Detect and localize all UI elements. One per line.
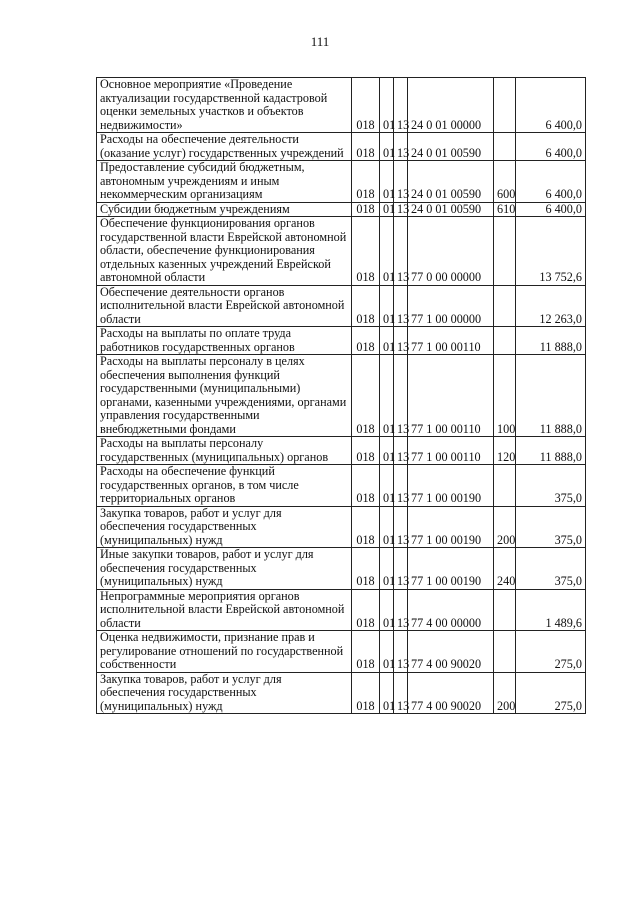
subsection-code: 13 bbox=[394, 437, 408, 465]
subsection-code: 13 bbox=[394, 133, 408, 161]
ministry-code: 018 bbox=[352, 465, 380, 507]
target-article-code: 77 1 00 00110 bbox=[408, 437, 494, 465]
expense-type-code bbox=[494, 589, 516, 631]
row-name: Расходы на выплаты по оплате труда работников государственных органов bbox=[97, 327, 352, 355]
table-row bbox=[97, 465, 586, 507]
page-number: 111 bbox=[310, 34, 330, 49]
section-code: 01 bbox=[380, 78, 394, 133]
amount-value: 6 400,0 bbox=[516, 161, 586, 203]
target-article-code: 24 0 01 00590 bbox=[408, 161, 494, 203]
table-row bbox=[97, 631, 586, 673]
section-code: 01 bbox=[380, 133, 394, 161]
row-name: Расходы на выплаты персоналу государственных (муниципальных) органов bbox=[97, 437, 352, 465]
section-code: 01 bbox=[380, 202, 394, 217]
target-article-code: 24 0 01 00000 bbox=[408, 78, 494, 133]
section-code: 01 bbox=[380, 548, 394, 590]
subsection-code: 13 bbox=[394, 548, 408, 590]
subsection-code: 13 bbox=[394, 631, 408, 673]
row-name: Закупка товаров, работ и услуг для обеспечения государственных (муниципальных) нужд bbox=[97, 506, 352, 548]
subsection-code: 13 bbox=[394, 327, 408, 355]
ministry-code: 018 bbox=[352, 217, 380, 286]
ministry-code: 018 bbox=[352, 133, 380, 161]
expense-type-code: 100 bbox=[494, 355, 516, 437]
expense-type-code: 610 bbox=[494, 202, 516, 217]
amount-value: 275,0 bbox=[516, 631, 586, 673]
ministry-code: 018 bbox=[352, 672, 380, 714]
ministry-code: 018 bbox=[352, 589, 380, 631]
amount-value: 11 888,0 bbox=[516, 437, 586, 465]
row-name: Оценка недвижимости, признание прав и регулирование отношений по государственной собственности bbox=[97, 631, 352, 673]
expense-type-code bbox=[494, 327, 516, 355]
amount-value: 13 752,6 bbox=[516, 217, 586, 286]
row-name: Основное мероприятие «Проведение актуализации государственной кадастровой оценки земельных участков и объектов недвижимости» bbox=[97, 78, 352, 133]
table-row bbox=[97, 355, 586, 437]
ministry-code: 018 bbox=[352, 327, 380, 355]
section-code: 01 bbox=[380, 465, 394, 507]
target-article-code: 77 0 00 00000 bbox=[408, 217, 494, 286]
subsection-code: 13 bbox=[394, 78, 408, 133]
subsection-code: 13 bbox=[394, 217, 408, 286]
amount-value: 375,0 bbox=[516, 506, 586, 548]
section-code: 01 bbox=[380, 506, 394, 548]
row-name: Субсидии бюджетным учреждениям bbox=[97, 202, 352, 217]
table-row bbox=[97, 589, 586, 631]
row-name: Предоставление субсидий бюджетным, автономным учреждениям и иным некоммерческим организациям bbox=[97, 161, 352, 203]
expense-type-code: 200 bbox=[494, 672, 516, 714]
section-code: 01 bbox=[380, 161, 394, 203]
row-name: Непрограммные мероприятия органов исполнительной власти Еврейской автономной области bbox=[97, 589, 352, 631]
row-name: Расходы на обеспечение функций государственных органов, в том числе территориальных органов bbox=[97, 465, 352, 507]
section-code: 01 bbox=[380, 285, 394, 327]
expense-type-code bbox=[494, 217, 516, 286]
target-article-code: 24 0 01 00590 bbox=[408, 202, 494, 217]
amount-value: 375,0 bbox=[516, 465, 586, 507]
subsection-code: 13 bbox=[394, 672, 408, 714]
subsection-code: 13 bbox=[394, 161, 408, 203]
section-code: 01 bbox=[380, 327, 394, 355]
ministry-code: 018 bbox=[352, 437, 380, 465]
target-article-code: 77 4 00 00000 bbox=[408, 589, 494, 631]
amount-value: 11 888,0 bbox=[516, 327, 586, 355]
table-row bbox=[97, 672, 586, 714]
subsection-code: 13 bbox=[394, 355, 408, 437]
expense-type-code bbox=[494, 465, 516, 507]
target-article-code: 77 1 00 00000 bbox=[408, 285, 494, 327]
subsection-code: 13 bbox=[394, 202, 408, 217]
expense-type-code bbox=[494, 631, 516, 673]
row-name: Иные закупки товаров, работ и услуг для обеспечения государственных (муниципальных) нужд bbox=[97, 548, 352, 590]
section-code: 01 bbox=[380, 437, 394, 465]
target-article-code: 77 1 00 00190 bbox=[408, 465, 494, 507]
expense-type-code bbox=[494, 285, 516, 327]
section-code: 01 bbox=[380, 217, 394, 286]
ministry-code: 018 bbox=[352, 285, 380, 327]
target-article-code: 77 4 00 90020 bbox=[408, 672, 494, 714]
ministry-code: 018 bbox=[352, 161, 380, 203]
row-name: Обеспечение деятельности органов исполнительной власти Еврейской автономной области bbox=[97, 285, 352, 327]
table-row bbox=[97, 78, 586, 133]
target-article-code: 77 4 00 90020 bbox=[408, 631, 494, 673]
subsection-code: 13 bbox=[394, 589, 408, 631]
table-row bbox=[97, 327, 586, 355]
ministry-code: 018 bbox=[352, 506, 380, 548]
amount-value: 6 400,0 bbox=[516, 202, 586, 217]
ministry-code: 018 bbox=[352, 631, 380, 673]
target-article-code: 77 1 00 00110 bbox=[408, 327, 494, 355]
table-row bbox=[97, 217, 586, 286]
table-row bbox=[97, 133, 586, 161]
amount-value: 375,0 bbox=[516, 548, 586, 590]
expense-type-code: 200 bbox=[494, 506, 516, 548]
section-code: 01 bbox=[380, 672, 394, 714]
row-name: Обеспечение функционирования органов государственной власти Еврейской автономной области, обеспечение функционирования отдельных казенных учреждений Еврейской автономной области bbox=[97, 217, 352, 286]
table-row bbox=[97, 202, 586, 217]
subsection-code: 13 bbox=[394, 506, 408, 548]
ministry-code: 018 bbox=[352, 78, 380, 133]
amount-value: 12 263,0 bbox=[516, 285, 586, 327]
expense-type-code: 120 bbox=[494, 437, 516, 465]
expense-type-code bbox=[494, 78, 516, 133]
table-row bbox=[97, 285, 586, 327]
subsection-code: 13 bbox=[394, 465, 408, 507]
section-code: 01 bbox=[380, 631, 394, 673]
section-code: 01 bbox=[380, 355, 394, 437]
table-row bbox=[97, 548, 586, 590]
ministry-code: 018 bbox=[352, 548, 380, 590]
target-article-code: 24 0 01 00590 bbox=[408, 133, 494, 161]
ministry-code: 018 bbox=[352, 355, 380, 437]
expense-type-code: 240 bbox=[494, 548, 516, 590]
section-code: 01 bbox=[380, 589, 394, 631]
expense-type-code bbox=[494, 133, 516, 161]
amount-value: 6 400,0 bbox=[516, 78, 586, 133]
budget-table bbox=[96, 77, 586, 714]
table-row bbox=[97, 506, 586, 548]
expense-type-code: 600 bbox=[494, 161, 516, 203]
table-row bbox=[97, 437, 586, 465]
subsection-code: 13 bbox=[394, 285, 408, 327]
row-name: Закупка товаров, работ и услуг для обеспечения государственных (муниципальных) нужд bbox=[97, 672, 352, 714]
target-article-code: 77 1 00 00190 bbox=[408, 548, 494, 590]
table-row bbox=[97, 161, 586, 203]
amount-value: 1 489,6 bbox=[516, 589, 586, 631]
amount-value: 6 400,0 bbox=[516, 133, 586, 161]
target-article-code: 77 1 00 00110 bbox=[408, 355, 494, 437]
row-name: Расходы на обеспечение деятельности (оказание услуг) государственных учреждений bbox=[97, 133, 352, 161]
amount-value: 275,0 bbox=[516, 672, 586, 714]
ministry-code: 018 bbox=[352, 202, 380, 217]
row-name: Расходы на выплаты персоналу в целях обеспечения выполнения функций государственными (муниципальными) органами, казенными учреждениями, органами управления государственными внебюджетными фондами bbox=[97, 355, 352, 437]
target-article-code: 77 1 00 00190 bbox=[408, 506, 494, 548]
amount-value: 11 888,0 bbox=[516, 355, 586, 437]
